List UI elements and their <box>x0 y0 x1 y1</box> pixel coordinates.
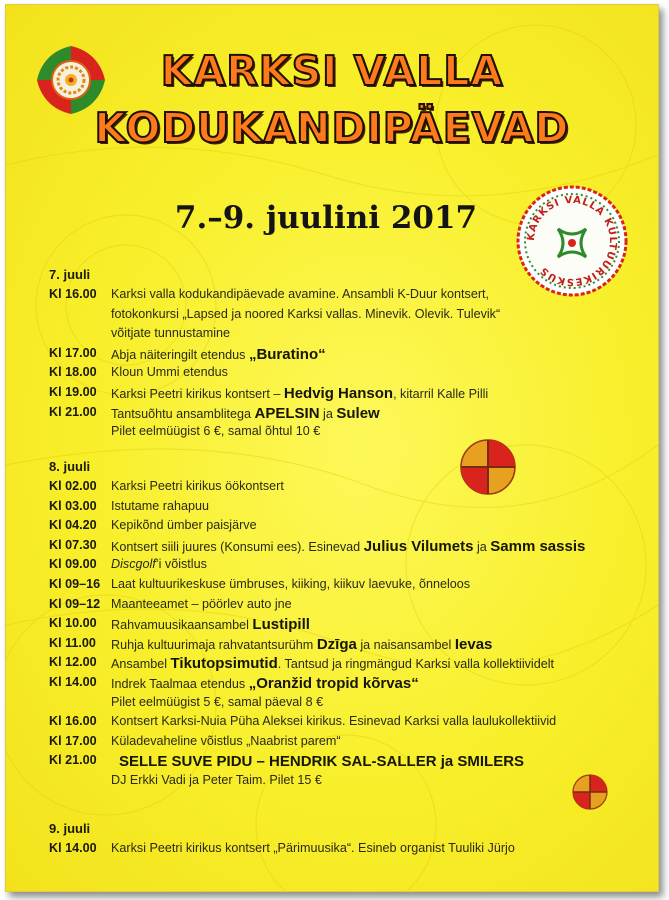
event-text-part: Karksi Peetri kirikus kontsert „Pärimuusika“. Esineb organist Tuuliki Jürjo <box>111 841 515 855</box>
event-text-part: Sulew <box>336 404 380 422</box>
day-heading: 8. juuli <box>49 459 91 474</box>
event-time: Kl 16.00 <box>49 287 97 301</box>
day-heading: 7. juuli <box>49 267 91 282</box>
event-text-part: Istutame rahapuu <box>111 498 210 513</box>
event-description <box>111 714 556 728</box>
event-text-part: „Oranžid tropid kõrvas“ <box>248 675 419 692</box>
event-text-part: Dzīga <box>316 635 357 653</box>
event-text-part: fotokonkursi „Lapsed ja noored Karksi vallas. Minevik. Olevik. Tulevik“ <box>111 306 501 321</box>
event-time: Kl 02.00 <box>49 479 97 493</box>
event-description <box>111 675 419 692</box>
event-text-part: Pilet eelmüügist 5 €, samal päeval 8 € <box>111 694 324 709</box>
event-description <box>111 307 500 321</box>
event-text-part: ja naisansambel <box>356 637 455 652</box>
event-text-part: Ievas <box>454 635 493 653</box>
event-text-part: Tantsuõhtu ansamblitega <box>111 406 255 421</box>
event-text-part: Maanteeamet – pöörlev auto jne <box>111 596 292 611</box>
event-time: Kl 09.00 <box>49 557 97 572</box>
event-description <box>111 577 470 591</box>
event-time: Kl 09–16 <box>49 577 101 591</box>
event-description <box>111 695 323 709</box>
event-text-part: Ansambel <box>111 657 171 672</box>
event-time: Kl 12.00 <box>49 655 97 670</box>
event-description <box>111 616 310 633</box>
event-description <box>111 424 320 438</box>
event-text-part: Karksi Peetri kirikus öökontsert <box>111 479 284 493</box>
event-text-part: Hedvig Hanson <box>283 385 394 402</box>
event-description <box>111 365 228 379</box>
event-text-part: Rahvamuusikaansambel <box>111 618 253 633</box>
event-time: Kl 18.00 <box>49 365 97 380</box>
small-folk-sun-disc-icon <box>571 773 609 811</box>
event-description <box>111 557 207 571</box>
title-line-1: KARKSI VALLA <box>160 47 504 95</box>
event-text-part: APELSIN <box>254 404 320 422</box>
event-time: Kl 07.30 <box>49 537 97 552</box>
folk-sun-disc-icon <box>458 437 518 497</box>
event-text-part: ja <box>473 539 491 554</box>
title-line-2: KODUKANDIPÄEVAD <box>94 104 570 152</box>
event-text-part: . Tantsud ja ringmängud Karksi valla kollektiividelt <box>277 657 555 672</box>
event-description <box>111 385 488 402</box>
event-text-part: Kontsert siili juures (Konsumi ees). Esinevad <box>111 539 364 554</box>
event-description <box>111 734 341 748</box>
event-description <box>111 841 515 855</box>
event-text-part: ’i võistlus <box>155 557 207 572</box>
event-time: Kl 10.00 <box>49 616 97 631</box>
event-text-part: DJ Erkki Vadi ja Peter Taim. Pilet 15 € <box>111 773 322 787</box>
event-text-part: võitjate tunnustamine <box>111 326 231 341</box>
culture-center-logo-icon <box>516 185 628 297</box>
event-text-part: Lustipill <box>252 616 310 634</box>
event-text-part: Karksi valla kodukandipäevade avamine. Ansambli K-Duur kontsert, <box>111 287 490 301</box>
event-text-part: Pilet eelmüügist 6 €, samal õhtul 10 € <box>111 424 321 439</box>
event-text-part: Tikutopsimutid <box>170 655 278 673</box>
day-heading: 9. juuli <box>49 821 91 836</box>
event-time: Kl 04.20 <box>49 518 97 533</box>
event-description <box>111 636 492 653</box>
event-description <box>119 753 524 770</box>
event-description <box>111 597 292 611</box>
event-description <box>111 326 230 340</box>
event-time: Kl 14.00 <box>49 841 97 855</box>
event-time: Kl 21.00 <box>49 404 97 419</box>
event-text-part: Kepikõnd ümber paisjärve <box>111 518 257 533</box>
event-description <box>111 518 257 532</box>
event-description <box>111 773 322 787</box>
event-time: Kl 17.00 <box>49 733 97 748</box>
event-description <box>111 655 554 672</box>
event-time: Kl 03.00 <box>49 498 97 513</box>
event-text-part: „Buratino“ <box>248 345 326 363</box>
event-description <box>111 287 489 301</box>
event-time: Kl 17.00 <box>49 345 97 360</box>
event-text-part: Laat kultuurikeskuse ümbruses, kiiking, kiikuv laevuke, õnneloos <box>111 577 471 591</box>
event-text-part: Julius Vilumets <box>363 537 474 555</box>
event-text-part: Abja näiteringilt etendus <box>111 347 249 362</box>
event-text-part: Kontsert Karksi-Nuia Püha Aleksei kirikus. Esinevad Karksi valla laulukollektiivid <box>111 714 557 729</box>
event-time: Kl 14.00 <box>49 675 97 689</box>
event-text-part: ja <box>319 406 337 421</box>
event-time: Kl 16.00 <box>49 714 97 729</box>
event-text-part: Ruhja kultuurimaja rahvatantsurühm <box>111 637 317 652</box>
event-text-part: SELLE SUVE PIDU – HENDRIK SAL-SALLER ja SMILERS <box>119 753 525 771</box>
event-text-part: , kitarril Kalle Pilli <box>393 387 489 401</box>
event-text-part: Discgolf <box>111 557 156 572</box>
event-dates: 7.–9. juulini 2017 <box>174 200 478 236</box>
event-text-part: Kloun Ummi etendus <box>111 365 228 380</box>
event-text-part: Karksi Peetri kirikus kontsert – <box>111 387 284 401</box>
event-text-part: Indrek Taalmaa etendus <box>111 677 249 691</box>
logo-ring-text: KARKSI VALLA KULTUURIKESKUS <box>525 194 619 288</box>
event-text-part: Küladevaheline võistlus „Naabrist parem“ <box>111 733 341 748</box>
event-description <box>111 346 326 363</box>
event-time: Kl 21.00 <box>49 753 97 768</box>
event-description <box>111 538 585 555</box>
event-time: Kl 09–12 <box>49 596 101 611</box>
event-description <box>111 405 380 422</box>
event-description <box>111 479 284 493</box>
event-text-part: Samm sassis <box>490 537 586 555</box>
event-description <box>111 499 209 513</box>
event-time: Kl 19.00 <box>49 385 97 399</box>
poster <box>5 4 659 892</box>
event-time: Kl 11.00 <box>49 635 96 650</box>
